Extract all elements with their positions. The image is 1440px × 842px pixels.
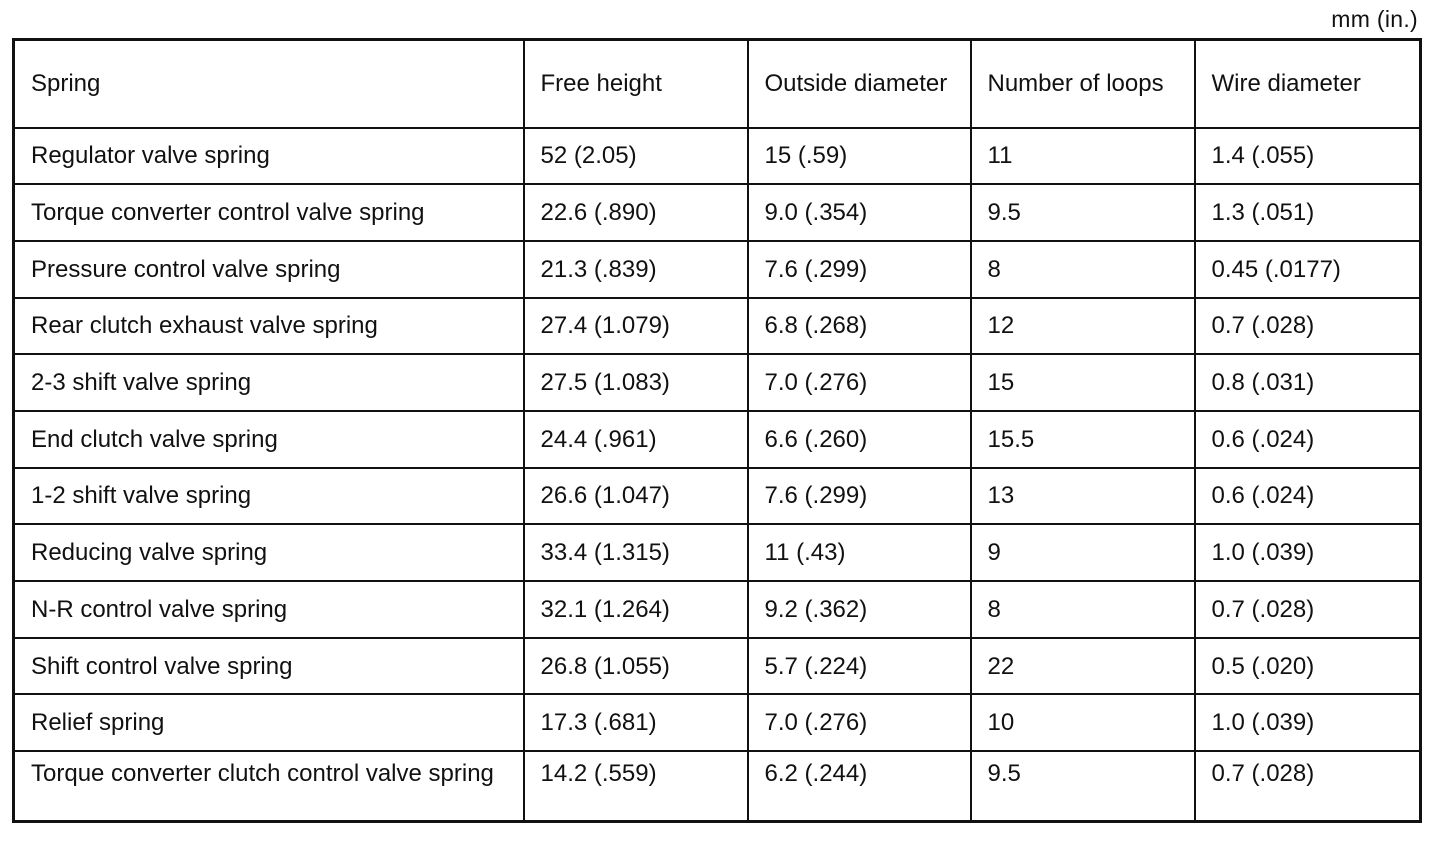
cell-free-height: 22.6 (.890)	[524, 184, 748, 241]
cell-wire-diameter: 0.6 (.024)	[1195, 411, 1421, 468]
cell-outside-diameter: 6.8 (.268)	[748, 298, 971, 355]
cell-free-height: 32.1 (1.264)	[524, 581, 748, 638]
cell-outside-diameter: 6.2 (.244)	[748, 751, 971, 821]
table-row	[14, 241, 1421, 298]
cell-outside-diameter: 11 (.43)	[748, 524, 971, 581]
cell-number-of-loops: 12	[971, 298, 1195, 355]
table-row	[14, 298, 1421, 355]
cell-spring: Torque converter clutch control valve spring	[14, 751, 524, 821]
cell-outside-diameter: 7.0 (.276)	[748, 354, 971, 411]
header-spring: Spring	[14, 40, 524, 128]
cell-wire-diameter: 0.8 (.031)	[1195, 354, 1421, 411]
table-row	[14, 128, 1421, 185]
cell-outside-diameter: 9.2 (.362)	[748, 581, 971, 638]
cell-number-of-loops: 10	[971, 694, 1195, 751]
table-header-row	[14, 40, 1421, 128]
cell-spring: End clutch valve spring	[14, 411, 524, 468]
cell-number-of-loops: 13	[971, 468, 1195, 525]
cell-wire-diameter: 0.45 (.0177)	[1195, 241, 1421, 298]
header-free-height: Free height	[524, 40, 748, 128]
cell-outside-diameter: 7.0 (.276)	[748, 694, 971, 751]
cell-free-height: 17.3 (.681)	[524, 694, 748, 751]
header-wire-diameter: Wire diameter	[1195, 40, 1421, 128]
cell-wire-diameter: 0.7 (.028)	[1195, 751, 1421, 821]
cell-wire-diameter: 1.0 (.039)	[1195, 524, 1421, 581]
cell-free-height: 52 (2.05)	[524, 128, 748, 185]
table-row	[14, 411, 1421, 468]
cell-spring: Pressure control valve spring	[14, 241, 524, 298]
table-row	[14, 751, 1421, 821]
table-row	[14, 581, 1421, 638]
cell-wire-diameter: 1.0 (.039)	[1195, 694, 1421, 751]
cell-wire-diameter: 0.6 (.024)	[1195, 468, 1421, 525]
cell-spring: 1-2 shift valve spring	[14, 468, 524, 525]
cell-number-of-loops: 22	[971, 638, 1195, 695]
table-row	[14, 524, 1421, 581]
cell-spring: Rear clutch exhaust valve spring	[14, 298, 524, 355]
cell-free-height: 26.8 (1.055)	[524, 638, 748, 695]
cell-spring: 2-3 shift valve spring	[14, 354, 524, 411]
cell-outside-diameter: 7.6 (.299)	[748, 468, 971, 525]
cell-number-of-loops: 9	[971, 524, 1195, 581]
cell-outside-diameter: 6.6 (.260)	[748, 411, 971, 468]
table-row	[14, 354, 1421, 411]
cell-spring: Shift control valve spring	[14, 638, 524, 695]
cell-number-of-loops: 8	[971, 241, 1195, 298]
table-row	[14, 638, 1421, 695]
cell-free-height: 27.5 (1.083)	[524, 354, 748, 411]
cell-wire-diameter: 1.3 (.051)	[1195, 184, 1421, 241]
cell-wire-diameter: 1.4 (.055)	[1195, 128, 1421, 185]
cell-spring: Torque converter control valve spring	[14, 184, 524, 241]
header-outside-diameter: Outside diameter	[748, 40, 971, 128]
spring-spec-table	[12, 38, 1422, 823]
cell-spring: Regulator valve spring	[14, 128, 524, 185]
cell-free-height: 33.4 (1.315)	[524, 524, 748, 581]
table-row	[14, 184, 1421, 241]
cell-outside-diameter: 7.6 (.299)	[748, 241, 971, 298]
cell-outside-diameter: 5.7 (.224)	[748, 638, 971, 695]
cell-number-of-loops: 15	[971, 354, 1195, 411]
cell-wire-diameter: 0.7 (.028)	[1195, 581, 1421, 638]
cell-free-height: 21.3 (.839)	[524, 241, 748, 298]
cell-spring: Reducing valve spring	[14, 524, 524, 581]
cell-wire-diameter: 0.5 (.020)	[1195, 638, 1421, 695]
cell-spring: Relief spring	[14, 694, 524, 751]
cell-free-height: 27.4 (1.079)	[524, 298, 748, 355]
cell-wire-diameter: 0.7 (.028)	[1195, 298, 1421, 355]
cell-outside-diameter: 15 (.59)	[748, 128, 971, 185]
cell-free-height: 14.2 (.559)	[524, 751, 748, 821]
cell-free-height: 26.6 (1.047)	[524, 468, 748, 525]
table-row	[14, 694, 1421, 751]
cell-number-of-loops: 11	[971, 128, 1195, 185]
header-number-of-loops: Number of loops	[971, 40, 1195, 128]
cell-number-of-loops: 9.5	[971, 184, 1195, 241]
cell-number-of-loops: 15.5	[971, 411, 1195, 468]
cell-number-of-loops: 8	[971, 581, 1195, 638]
cell-outside-diameter: 9.0 (.354)	[748, 184, 971, 241]
cell-free-height: 24.4 (.961)	[524, 411, 748, 468]
unit-note: mm (in.)	[1331, 6, 1418, 32]
cell-number-of-loops: 9.5	[971, 751, 1195, 821]
cell-spring: N-R control valve spring	[14, 581, 524, 638]
table-row	[14, 468, 1421, 525]
